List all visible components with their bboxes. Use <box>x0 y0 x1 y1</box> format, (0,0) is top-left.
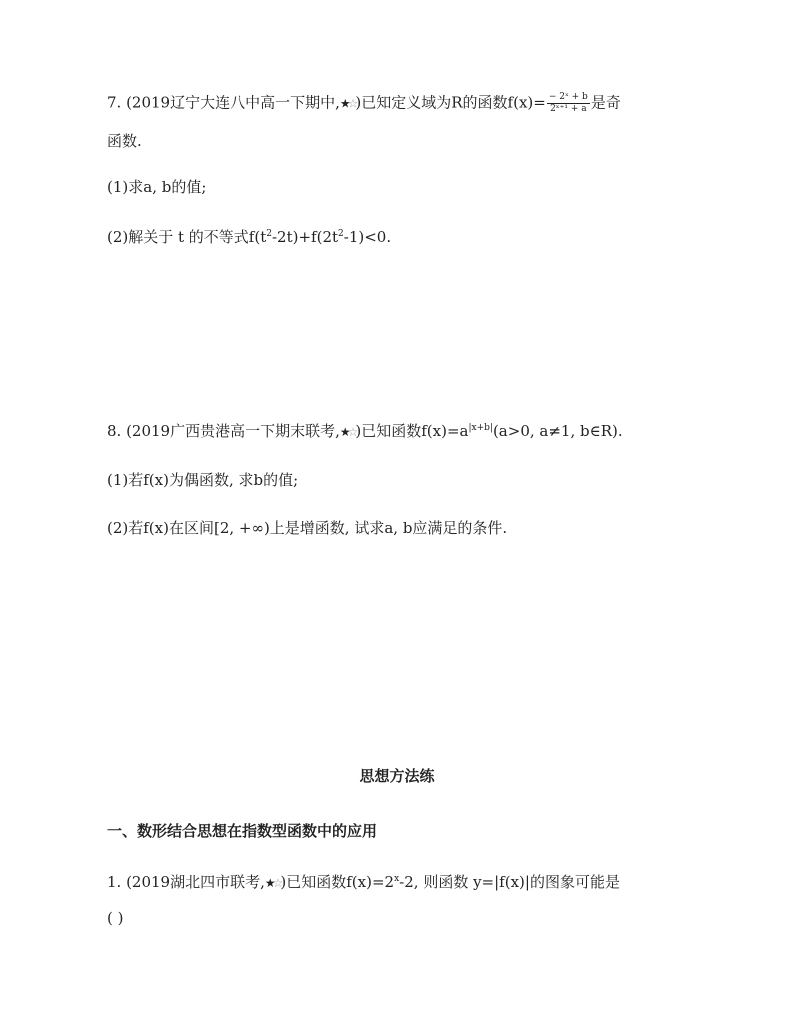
question-8-part-1: (1)若f(x)为偶函数, 求b的值; <box>107 471 299 489</box>
question-1-line-1 <box>107 872 620 893</box>
section-heading: 一、数形结合思想在指数型函数中的应用 <box>107 822 378 840</box>
part-2-text-c: -1)<0. <box>343 228 392 246</box>
question-8-line-1 <box>107 421 623 442</box>
question-7-prefix: 7. (2019辽宁大连八中高一下期中, <box>107 93 340 112</box>
difficulty-star-icon: ★☆ <box>264 876 281 890</box>
difficulty-star-icon: ★☆ <box>339 96 356 111</box>
question-8-part-2: (2)若f(x)在区间[2, +∞)上是增函数, 试求a, b应满足的条件. <box>107 519 508 537</box>
superscript: 2 <box>338 229 344 239</box>
question-7-text: )已知定义域为R的函数f(x)= <box>355 93 546 112</box>
exponent: x <box>394 874 400 884</box>
function-fraction <box>547 92 590 115</box>
question-8-prefix: 8. (2019广西贵港高一下期末联考, <box>107 422 340 440</box>
section-title: 思想方法练 <box>359 767 435 785</box>
question-8-text: )已知函数f(x)=a <box>355 422 469 440</box>
fraction-numerator: − 2ˣ + b <box>548 92 588 102</box>
question-8-text-end: (a>0, a≠1, b∈R). <box>492 422 623 440</box>
exponent: |x+b| <box>468 423 493 433</box>
question-7-line-2: 函数. <box>107 132 142 150</box>
question-1-text-end: -2, 则函数 y=|f(x)|的图象可能是 <box>399 873 620 891</box>
fraction-denominator: 2ˣ⁺¹ + a <box>550 104 587 114</box>
part-2-text-b: -2t)+f(2t <box>271 228 339 246</box>
question-7-part-1: (1)求a, b的值; <box>107 178 207 196</box>
part-2-text-a: (2)解关于 t 的不等式f(t <box>107 228 267 246</box>
answer-blank: ( ) <box>107 909 124 927</box>
difficulty-star-icon: ★☆ <box>339 425 356 439</box>
superscript: 2 <box>266 229 272 239</box>
question-1-text: )已知函数f(x)=2 <box>280 873 395 891</box>
question-7-part-2 <box>107 227 391 247</box>
question-7-text-end: 是奇 <box>590 93 621 112</box>
question-1-prefix: 1. (2019湖北四市联考, <box>107 873 265 891</box>
question-7-line-1 <box>107 92 621 115</box>
